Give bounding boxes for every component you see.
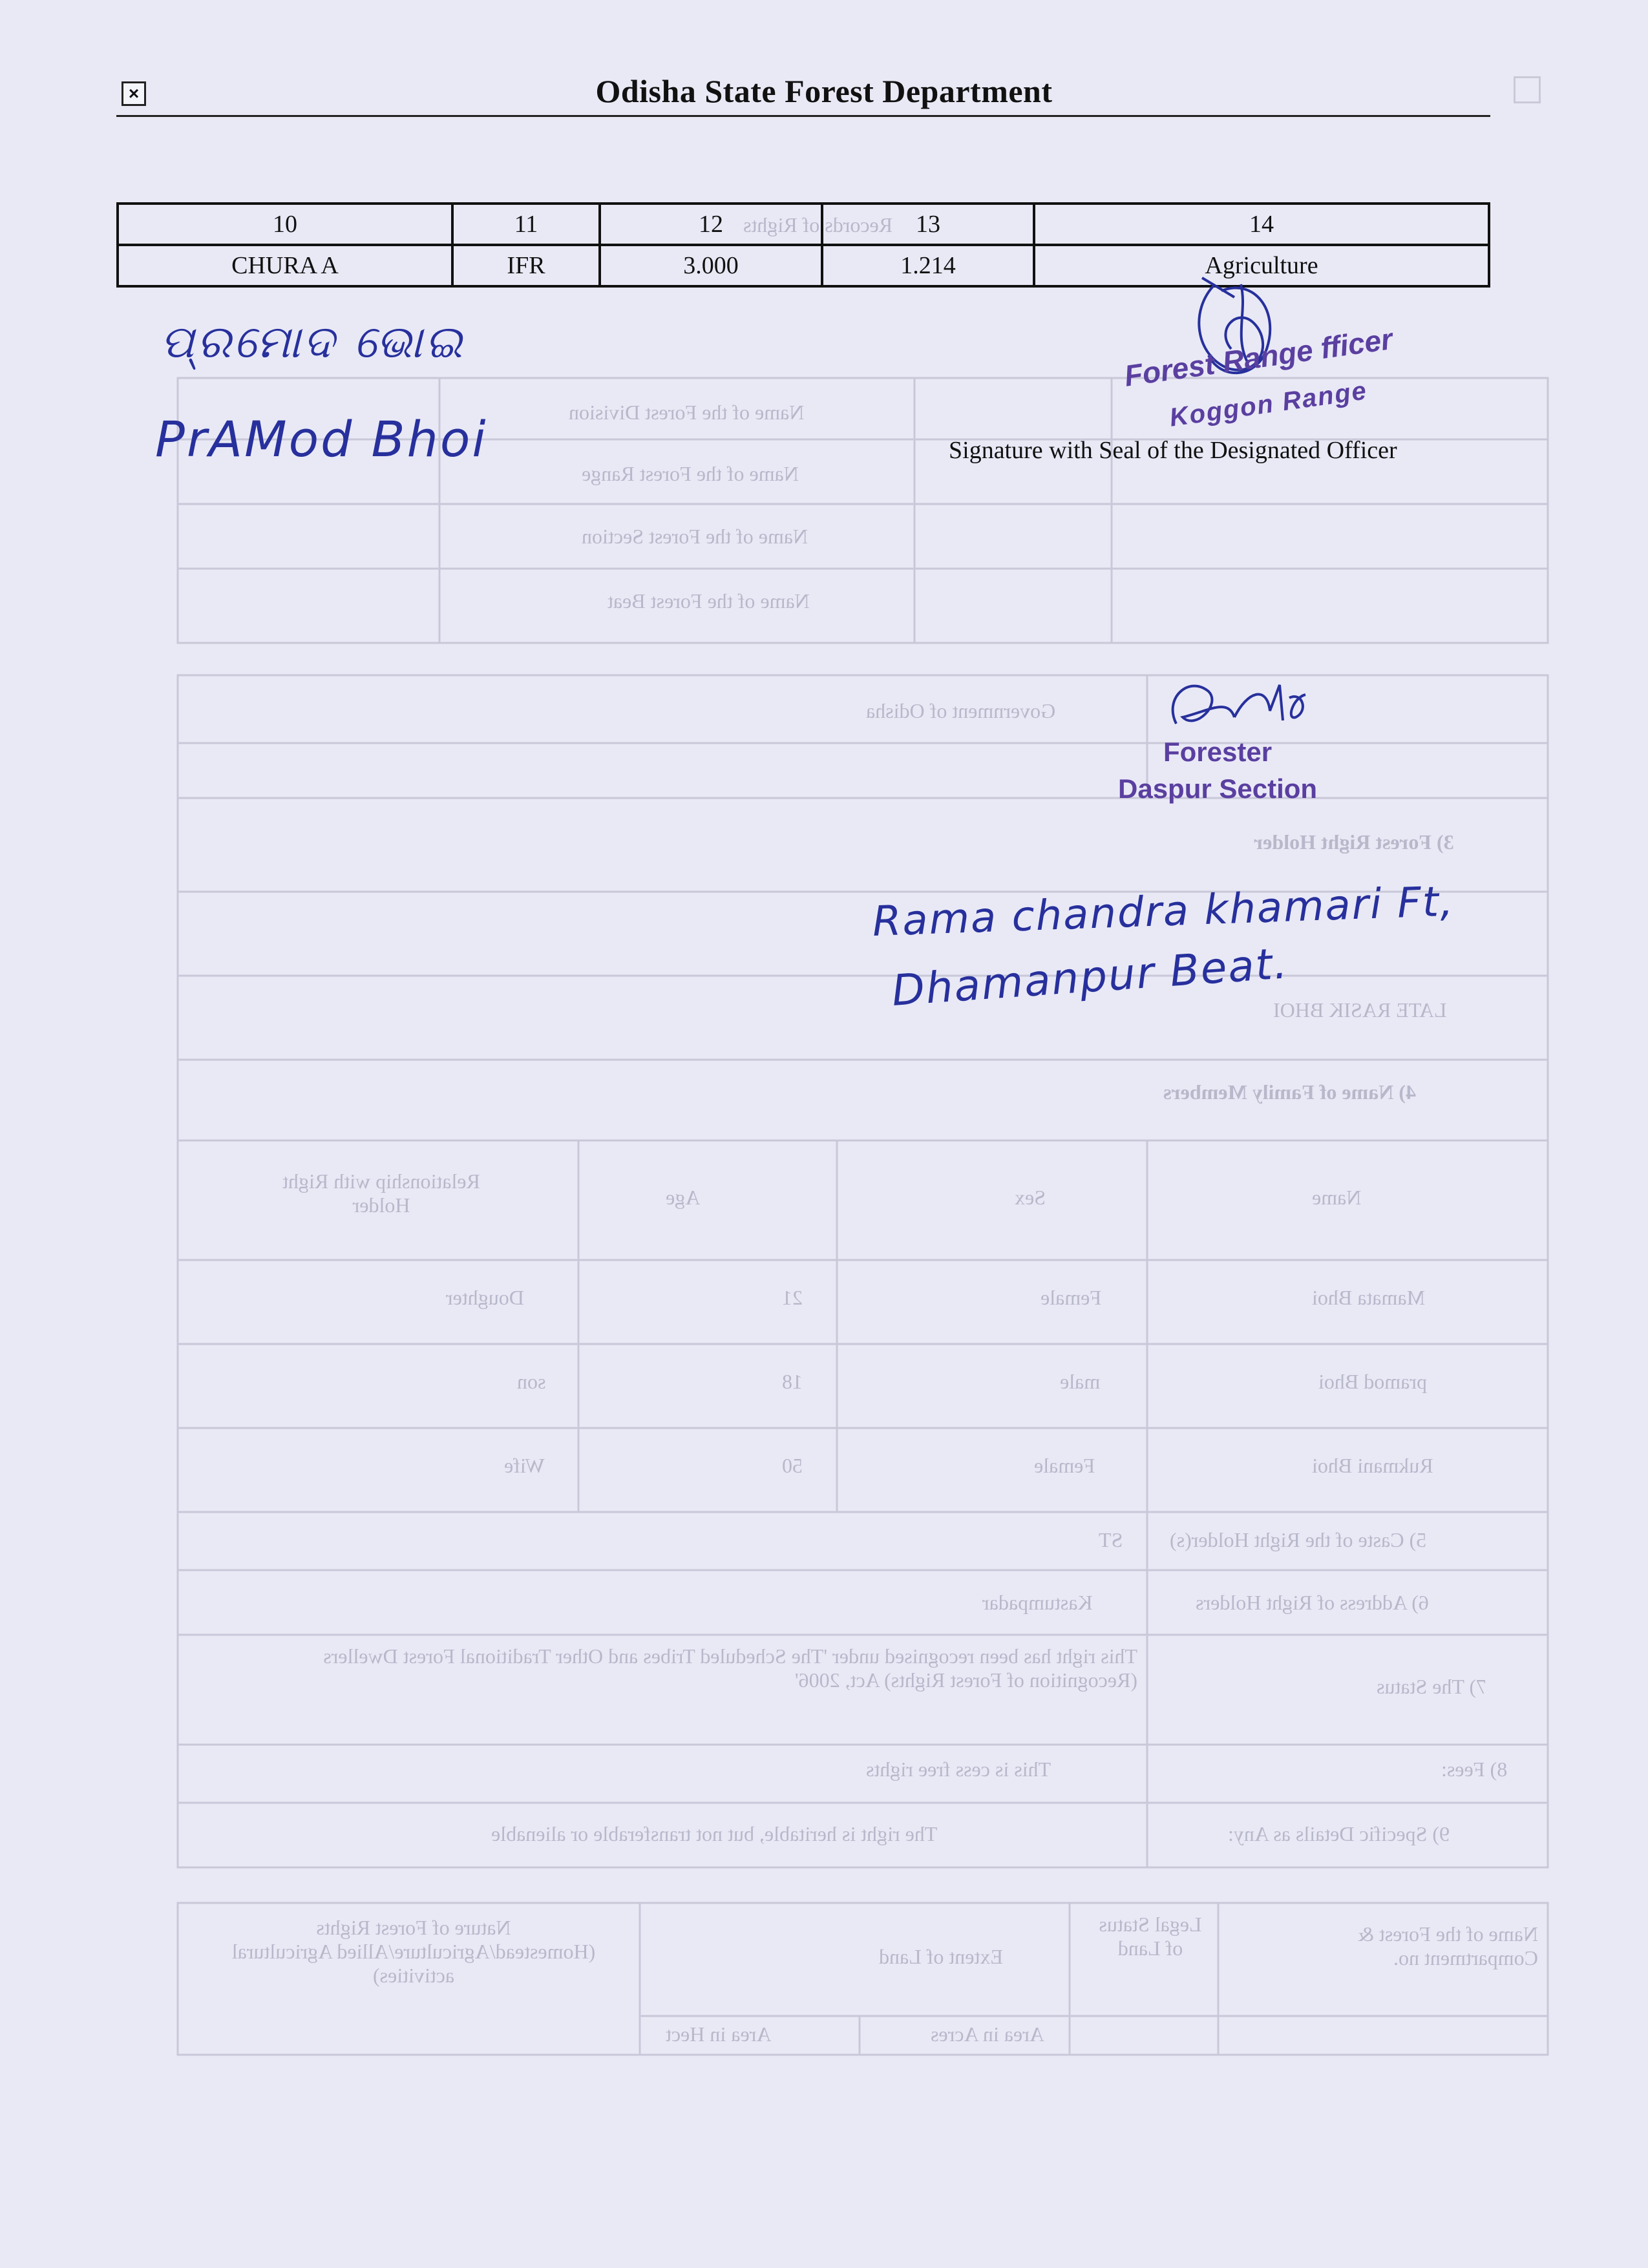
handwritten-odia-name: ପ୍ରମୋଦ ଭୋଇ bbox=[160, 315, 465, 368]
bleed-through-label: Name of the Forest Section bbox=[582, 525, 808, 548]
bleed-through-cell: 21 bbox=[782, 1286, 803, 1309]
bleed-through-col: Relationship with Right Holder bbox=[282, 1170, 480, 1217]
handwritten-note-line1: Rama chandra khamari Ft, bbox=[871, 877, 1455, 946]
range-officer-stamp: Forest Range fficer bbox=[1122, 322, 1395, 393]
header-divider bbox=[116, 115, 1490, 117]
bleed-through-col: Extent of Land bbox=[879, 1945, 1003, 1968]
bleed-through-col: Area in Acres bbox=[931, 2022, 1044, 2046]
bleed-through-label: Government of Odisha bbox=[866, 699, 1056, 722]
bleed-through-label: 9) Specific Details as Any: bbox=[1228, 1822, 1450, 1845]
bleed-through-cell: 18 bbox=[782, 1370, 803, 1393]
table-cell-acres: 3.000 bbox=[600, 245, 822, 286]
bleed-through-col: Name bbox=[1312, 1186, 1362, 1209]
bleed-through-cell: Doughter bbox=[446, 1286, 524, 1309]
bleed-through-value: ST bbox=[1099, 1528, 1123, 1551]
table-header-cell: 14 bbox=[1034, 204, 1489, 245]
bleed-through-heading: 3) Forest Right Holder bbox=[1254, 830, 1454, 854]
table-header-row bbox=[118, 204, 1489, 245]
signature-caption: Signature with Seal of the Designated Officer bbox=[949, 437, 1397, 464]
bleed-through-value: Kastumpadar bbox=[982, 1591, 1093, 1614]
bleed-through-cell: Female bbox=[1034, 1454, 1095, 1477]
forester-signature bbox=[1157, 672, 1325, 743]
bleed-through-heading: 4) Name of Family Members bbox=[1163, 1080, 1416, 1104]
bleed-through-label: 8) Fees: bbox=[1441, 1758, 1508, 1781]
bleed-through-col: Area in Hect bbox=[666, 2022, 772, 2046]
handwritten-name: PrAMod Bhoi bbox=[155, 410, 488, 468]
bleed-through-col: Sex bbox=[1015, 1186, 1046, 1209]
table-header-cell: 13 bbox=[822, 204, 1034, 245]
table-header-cell: 10 bbox=[118, 204, 452, 245]
bleed-through-label: 5) Caste of the Right Holder(s) bbox=[1170, 1528, 1427, 1551]
bleed-through-col: Legal Status of Land bbox=[1099, 1913, 1202, 1960]
table-cell-nature: Agriculture bbox=[1034, 245, 1489, 286]
table-cell-compartment: CHURA A bbox=[118, 245, 452, 286]
bleed-through-value: This is cess free rights bbox=[866, 1758, 1051, 1781]
bleed-through-cell: Wife bbox=[504, 1454, 545, 1477]
bleed-through-value: The right is heritable, but not transferable or alienable bbox=[491, 1822, 938, 1845]
bleed-through-col: Age bbox=[666, 1186, 701, 1209]
table-cell-hectares: 1.214 bbox=[822, 245, 1034, 286]
table-cell-type: IFR bbox=[452, 245, 600, 286]
bleed-through-cell: son bbox=[517, 1370, 546, 1393]
bleed-through-cell: Mamata Bhoi bbox=[1312, 1286, 1426, 1309]
bleed-through-cell: Female bbox=[1041, 1286, 1102, 1309]
bleed-through-cell: 50 bbox=[782, 1454, 803, 1477]
range-officer-stamp-range: Koggon Range bbox=[1167, 376, 1369, 432]
bleed-through-label: Name of the Forest Beat bbox=[607, 589, 810, 613]
bleed-through-col: Name of the Forest & Compartment no. bbox=[1357, 1922, 1538, 1969]
handwritten-note-line2: Dhamanpur Beat. bbox=[890, 938, 1290, 1016]
table-header-cell: 11 bbox=[452, 204, 600, 245]
forester-stamp-section: Daspur Section bbox=[1118, 773, 1318, 804]
bleed-through-value: This right has been recognised under 'The Scheduled Tribes and Other Traditional Forest Dwellers (Recognition of Forest Rights) Act, 2006' bbox=[323, 1644, 1137, 1692]
bleed-through-label: 7) The Status bbox=[1377, 1675, 1487, 1698]
page-title: Odisha State Forest Department bbox=[595, 73, 1053, 109]
bleed-through-title: Records of Rights bbox=[743, 213, 893, 236]
bleed-through-label: Name of the Forest Range bbox=[582, 462, 799, 485]
forester-stamp: Forester bbox=[1163, 737, 1273, 767]
close-icon[interactable]: × bbox=[121, 81, 146, 106]
bleed-through-col: Nature of Forest Rights (Homestead/Agriculture/Allied Agricultural activities) bbox=[231, 1916, 596, 1987]
bleed-through-cell: Rukmani Bhoi bbox=[1312, 1454, 1433, 1477]
bleed-through-cell: male bbox=[1060, 1370, 1101, 1393]
bleed-through-label: Name of the Forest Division bbox=[569, 401, 805, 424]
table-header-cell: 12 bbox=[600, 204, 822, 245]
bleed-through-cell: pramod Bhoi bbox=[1318, 1370, 1427, 1393]
bleed-through-label: 6) Address of Right Holders bbox=[1196, 1591, 1429, 1614]
bleed-through-value: LATE RASIK BHOI bbox=[1273, 998, 1447, 1022]
